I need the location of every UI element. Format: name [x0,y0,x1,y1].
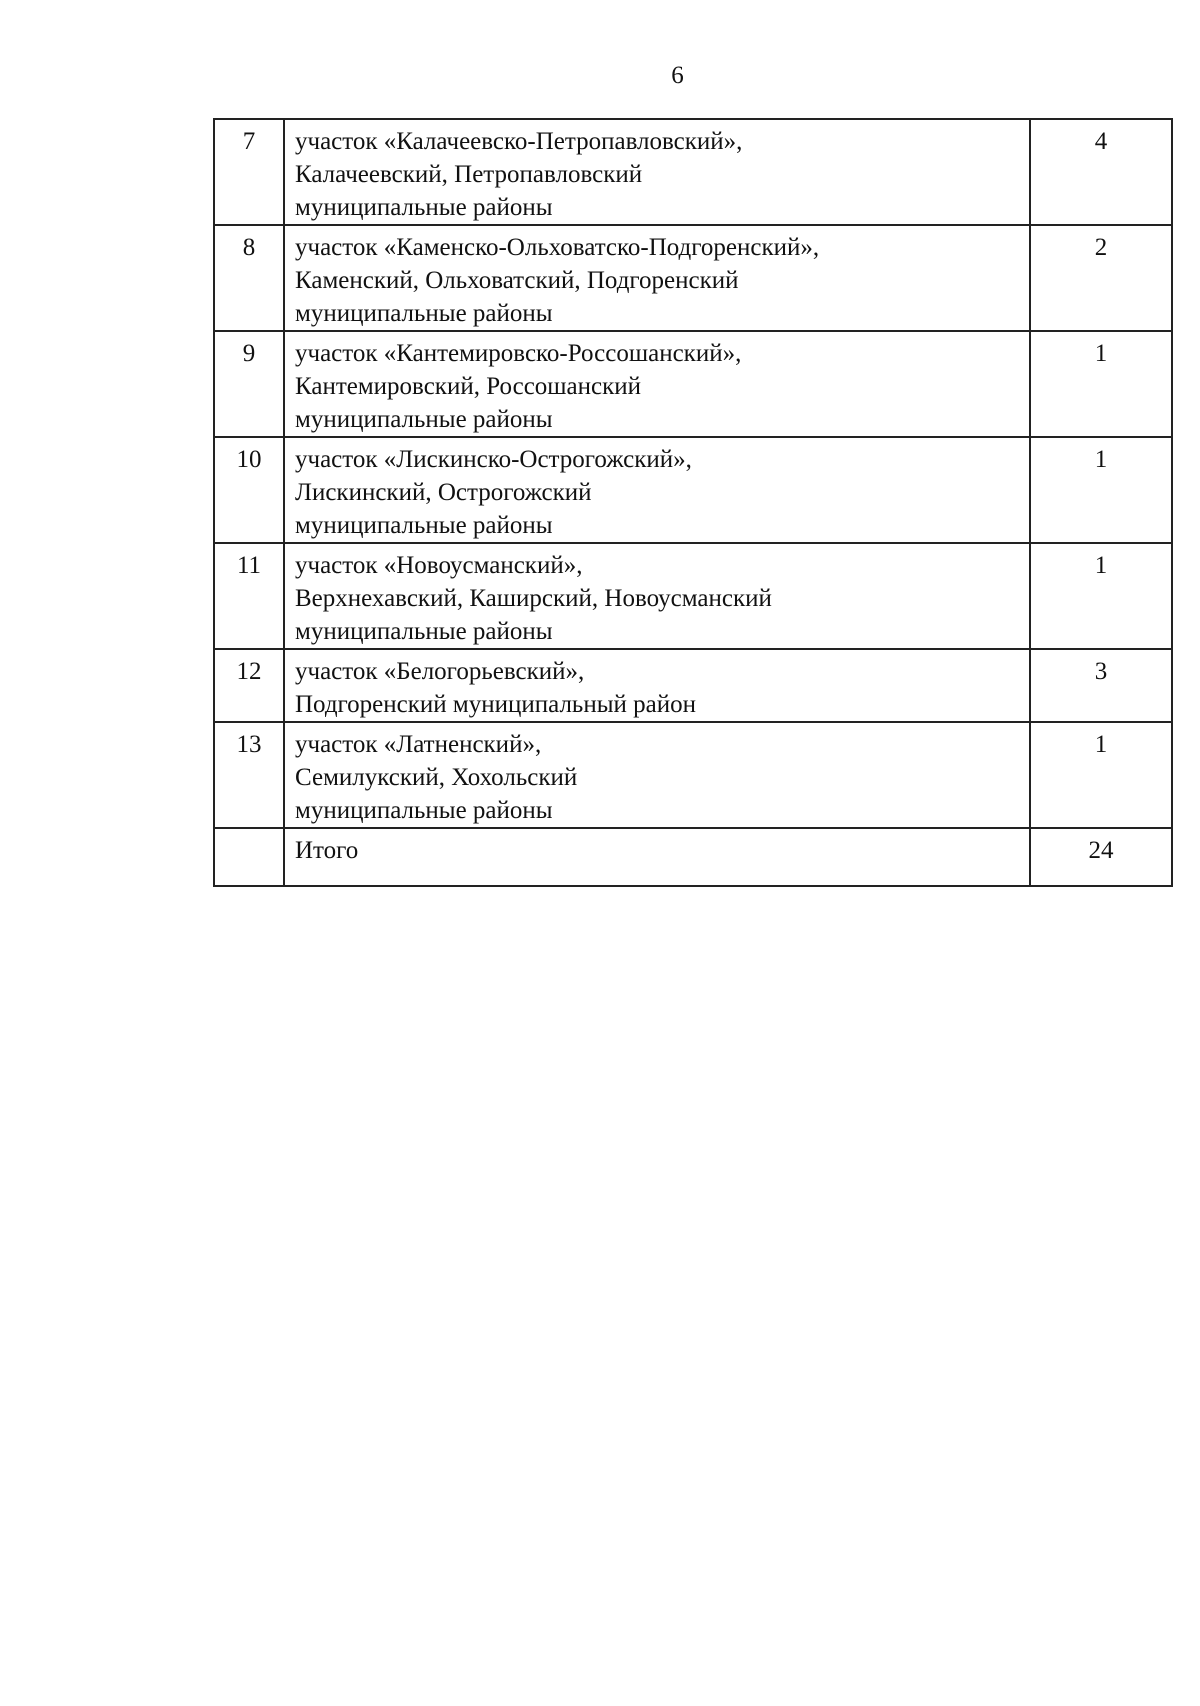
row-number: 13 [214,722,284,828]
description-line: участок «Кантемировско-Россошанский», [295,340,742,367]
table-row [214,225,1172,331]
row-description [284,543,1030,649]
row-count: 2 [1030,225,1172,331]
hunting-areas-table [213,118,1173,887]
description-line: участок «Латненский», [295,731,542,758]
description-line: участок «Лискинско-Острогожский», [295,446,692,473]
description-line: муниципальные районы [295,797,553,824]
row-count: 3 [1030,649,1172,722]
row-description [284,722,1030,828]
row-number: 9 [214,331,284,437]
row-number: 8 [214,225,284,331]
description-line: Калачеевский, Петропавловский [295,161,643,188]
description-line: муниципальные районы [295,618,553,645]
row-number: 7 [214,119,284,225]
description-line: Семилукский, Хохольский [295,764,578,791]
total-row [214,828,1172,886]
row-count: 1 [1030,331,1172,437]
table-row [214,331,1172,437]
row-description [284,331,1030,437]
page-number: 6 [671,62,684,89]
table-row [214,543,1172,649]
description-line: Подгоренский муниципальный район [295,691,696,718]
description-line: участок «Калачеевско-Петропавловский», [295,128,743,155]
total-count: 24 [1030,828,1172,886]
description-line: муниципальные районы [295,406,553,433]
row-count: 1 [1030,722,1172,828]
total-label: Итого [284,828,1030,886]
description-line: муниципальные районы [295,194,553,221]
description-line: муниципальные районы [295,300,553,327]
description-line: Каменский, Ольховатский, Подгоренский [295,267,739,294]
description-line: участок «Белогорьевский», [295,658,585,685]
description-line: Верхнехавский, Каширский, Новоусманский [295,585,772,612]
row-number: 12 [214,649,284,722]
description-line: участок «Новоусманский», [295,552,583,579]
row-count: 1 [1030,437,1172,543]
row-description [284,437,1030,543]
description-line: Лискинский, Острогожский [295,479,592,506]
total-number [214,828,284,886]
row-count: 1 [1030,543,1172,649]
description-line: муниципальные районы [295,512,553,539]
description-line: участок «Каменско-Ольховатско-Подгоренский», [295,234,820,261]
row-description [284,649,1030,722]
row-number: 10 [214,437,284,543]
row-description [284,119,1030,225]
row-count: 4 [1030,119,1172,225]
row-description [284,225,1030,331]
row-number: 11 [214,543,284,649]
description-line: Кантемировский, Россошанский [295,373,642,400]
table-row [214,119,1172,225]
table-row [214,722,1172,828]
table-row [214,437,1172,543]
table-row [214,649,1172,722]
